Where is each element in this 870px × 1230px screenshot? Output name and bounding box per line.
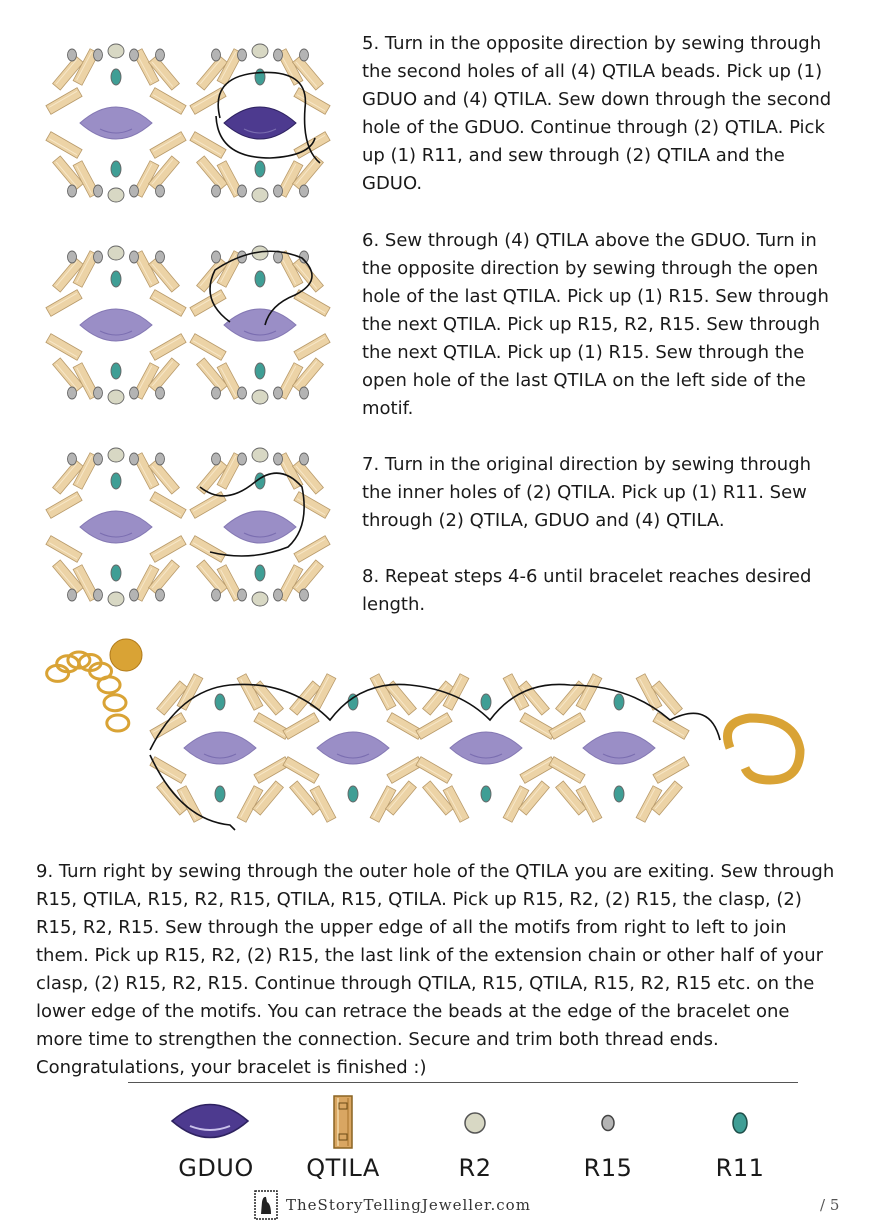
r15-bead	[130, 251, 139, 263]
r15-bead	[238, 589, 247, 601]
qtila-bead	[254, 757, 290, 784]
step9-instructions: 9. Turn right by sewing through the outer hole of the QTILA you are exiting. Sew through R15, QTILA, R15, R2, R15, QTILA, R15, QTILA. Pick up R15, R2, (2) R15, the clasp, (2) R15, R2, R15. Sew through the upper edge of all the motifs from right to left to join them. Pick up R15, R2, (2) R15, the last link of the extension chain or other half of your clasp, (2) R15, R2, R15. Continue through QTILA, R15, QTILA, R15, R2, R15 etc. on the lower edge of the motifs. You can retrace the beads at the edge of the bracelet one more time to strengthen the connection. Secure and trim both thread ends.	[36, 861, 835, 1050]
bracelet-diagram	[30, 630, 830, 845]
chain-link	[98, 677, 120, 693]
step7-diagram	[40, 432, 340, 622]
gduo-bead	[80, 511, 152, 543]
gduo-bead	[224, 309, 296, 341]
r15-bead	[238, 49, 247, 61]
gduo-bead-icon	[170, 1096, 250, 1146]
qtila-bead	[190, 334, 226, 361]
r15-bead	[68, 453, 77, 465]
r15-bead-icon	[598, 1112, 618, 1134]
gduo-bead	[224, 511, 296, 543]
r15-bead	[212, 251, 221, 263]
r2-bead	[252, 188, 268, 202]
r11-bead	[215, 786, 225, 802]
r11-bead	[255, 271, 265, 287]
r11-bead	[255, 69, 265, 85]
r15-bead	[212, 453, 221, 465]
r11-bead	[255, 565, 265, 581]
r15-bead	[94, 453, 103, 465]
qtila-bead	[150, 757, 186, 784]
r15-bead	[300, 453, 309, 465]
divider	[128, 1082, 798, 1083]
qtila-bead	[549, 757, 585, 784]
r2-bead	[108, 592, 124, 606]
r11-bead	[255, 161, 265, 177]
r15-bead	[156, 49, 165, 61]
r15-bead	[300, 589, 309, 601]
qtila-bead	[150, 88, 186, 115]
qtila-bead-icon	[332, 1094, 354, 1150]
r11-bead	[111, 363, 121, 379]
qtila-bead	[46, 290, 82, 317]
r2-bead	[108, 246, 124, 260]
r2-bead	[108, 390, 124, 404]
r15-bead	[300, 387, 309, 399]
r15-bead	[212, 387, 221, 399]
r2-bead	[252, 592, 268, 606]
qtila-bead	[294, 334, 330, 361]
qtila-bead	[150, 132, 186, 159]
qtila-bead	[46, 88, 82, 115]
r15-bead	[238, 387, 247, 399]
r11-bead	[111, 69, 121, 85]
qtila-bead	[520, 713, 556, 740]
gduo-bead	[317, 732, 389, 764]
qtila-bead	[416, 713, 452, 740]
qtila-bead	[294, 492, 330, 519]
r15-bead	[130, 49, 139, 61]
qtila-bead	[254, 713, 290, 740]
step7-text: 7. Turn in the original direction by sewing through the inner holes of (2) QTILA. Pick up (1) R11. Sew through (2) QTILA, GDUO and (4) QTILA.	[362, 454, 812, 531]
qtila-bead	[150, 713, 186, 740]
qtila-bead	[653, 757, 689, 784]
r2-bead-icon	[462, 1110, 488, 1136]
r15-bead	[156, 589, 165, 601]
r11-bead-icon	[729, 1109, 751, 1137]
gduo-bead	[450, 732, 522, 764]
r11-bead	[111, 161, 121, 177]
r15-bead	[274, 185, 283, 197]
r11-bead	[614, 694, 624, 710]
qtila-bead	[150, 334, 186, 361]
r15-bead	[130, 387, 139, 399]
r2-bead	[108, 44, 124, 58]
qtila-bead	[294, 290, 330, 317]
r11-bead	[111, 271, 121, 287]
qtila-bead	[46, 536, 82, 563]
r15-bead	[300, 49, 309, 61]
r15-bead	[94, 251, 103, 263]
r15-bead	[130, 453, 139, 465]
gduo-bead	[80, 107, 152, 139]
step5-diagram	[40, 28, 340, 218]
qtila-bead	[150, 290, 186, 317]
congrats-text: Congratulations, your bracelet is finished :)	[36, 1057, 427, 1078]
legend-label-r15: R15	[583, 1154, 633, 1182]
gduo-bead	[224, 107, 296, 139]
step6-diagram	[40, 230, 340, 420]
r11-bead	[348, 786, 358, 802]
r11-bead	[481, 786, 491, 802]
qtila-bead	[416, 757, 452, 784]
step5-text: 5. Turn in the opposite direction by sewing through the second holes of all (4) QTILA beads. Pick up (1) GDUO and (4) QTILA. Sew down through the second hole of the GDUO. Continue through (2) QTILA. Pick up (1) R11, and sew through (2) QTILA and the GDUO.	[362, 33, 832, 194]
r15-bead	[274, 453, 283, 465]
r15-bead	[68, 251, 77, 263]
r15-bead	[94, 387, 103, 399]
r11-bead	[111, 473, 121, 489]
r15-bead	[156, 185, 165, 197]
legend-label-qtila: QTILA	[306, 1154, 380, 1182]
r15-bead	[68, 185, 77, 197]
step8-text: 8. Repeat steps 4-6 until bracelet reaches desired length.	[362, 566, 812, 615]
qtila-bead	[46, 334, 82, 361]
qtila-bead	[190, 536, 226, 563]
qtila-bead	[387, 713, 423, 740]
r15-bead	[238, 185, 247, 197]
r2-bead	[108, 448, 124, 462]
qtila-bead	[653, 713, 689, 740]
r15-bead	[212, 589, 221, 601]
qtila-bead	[283, 757, 319, 784]
qtila-bead	[46, 492, 82, 519]
gduo-bead	[80, 309, 152, 341]
qtila-bead	[283, 713, 319, 740]
r15-bead	[68, 49, 77, 61]
gduo-bead	[583, 732, 655, 764]
qtila-bead	[294, 88, 330, 115]
clasp-ring	[110, 639, 142, 671]
step6-text: 6. Sew through (4) QTILA above the GDUO. Turn in the opposite direction by sewing through the open hole of the last QTILA. Pick up (1) R15. Sew through the next QTILA. Pick up R15, R2, R15. Sew through the next QTILA. Pick up (1) R15. Sew through the open hole of the last QTILA on the left side of the motif.	[362, 230, 829, 419]
qtila-bead	[294, 536, 330, 563]
step9-text	[36, 858, 836, 1082]
legend-label-r11: R11	[715, 1154, 765, 1182]
r11-bead	[111, 565, 121, 581]
r15-bead	[130, 185, 139, 197]
r2-bead	[108, 188, 124, 202]
qtila-bead	[549, 713, 585, 740]
r15-bead	[274, 589, 283, 601]
r15-bead	[238, 453, 247, 465]
r15-bead	[156, 453, 165, 465]
r11-bead	[215, 694, 225, 710]
r15-bead	[300, 185, 309, 197]
r15-bead	[156, 251, 165, 263]
page-number: / 5	[820, 1196, 840, 1214]
qtila-bead	[387, 757, 423, 784]
gduo-bead	[184, 732, 256, 764]
r15-bead	[94, 49, 103, 61]
r15-bead	[94, 185, 103, 197]
r15-bead	[94, 589, 103, 601]
r15-bead	[212, 49, 221, 61]
qtila-bead	[190, 290, 226, 317]
qtila-bead	[46, 132, 82, 159]
r11-bead	[255, 363, 265, 379]
r15-bead	[156, 387, 165, 399]
legend-label-r2: R2	[458, 1154, 492, 1182]
r15-bead	[274, 387, 283, 399]
qtila-bead	[520, 757, 556, 784]
lobster-clasp	[728, 718, 801, 780]
r2-bead	[252, 390, 268, 404]
chain-link	[104, 695, 126, 711]
r11-bead	[481, 694, 491, 710]
r2-bead	[252, 448, 268, 462]
r15-bead	[68, 589, 77, 601]
qtila-bead	[150, 536, 186, 563]
r15-bead	[130, 589, 139, 601]
r15-bead	[212, 185, 221, 197]
brand-logo-icon	[254, 1190, 278, 1220]
chain-link	[107, 715, 129, 731]
r15-bead	[68, 387, 77, 399]
footer-site: TheStoryTellingJeweller.com	[286, 1196, 531, 1214]
qtila-bead	[150, 492, 186, 519]
r15-bead	[274, 49, 283, 61]
r2-bead	[252, 44, 268, 58]
r11-bead	[614, 786, 624, 802]
legend-label-gduo: GDUO	[178, 1154, 254, 1182]
